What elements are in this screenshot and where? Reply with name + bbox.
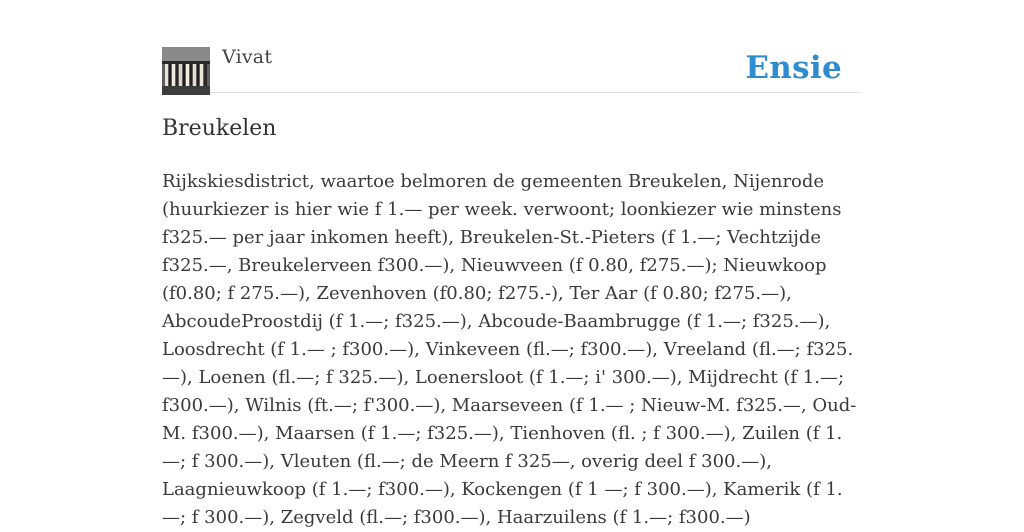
- header: [162, 0, 862, 93]
- brand-logo[interactable]: Ensie: [745, 50, 842, 86]
- bookshelf-avatar-icon[interactable]: [162, 47, 210, 95]
- page: [162, 0, 862, 528]
- article-title: Breukelen: [162, 116, 277, 141]
- author-name[interactable]: Vivat: [222, 46, 273, 68]
- article-body: Rijkskiesdistrict, waartoe belmoren de gemeenten Breukelen, Nijenrode (huurkiezer is hier wie f 1.— per week. verwoont; loonkiezer wie minstens f325.— per jaar inkomen heeft), Breukelen-St.-Pieters (f 1.—; Vechtzijde f325.—, Breukelerveen f300.—), Nieuwveen (f 0.80, f275.—); Nieuwkoop (f0.80; f 275.—), Zevenhoven (f0.80; f275.-), Ter Aar (f 0.80; f275.—), AbcoudeProostdij (f 1.—; f325.—), Abcoude-Baambrugge (f 1.—; f325.—), Loosdrecht (f 1.— ; f300.—), Vinkeveen (fl.—; f300.—), Vreeland (fl.—; f325.—), Loenen (fl.—; f 325.—), Loenersloot (f 1.—; i' 300.—), Mijdrecht (f 1.—; f300.—), Wilnis (ft.—; f'300.—), Maarseveen (f 1.— ; Nieuw-M. f325.—, Oud-M. f300.—), Maarsen (f 1.—; f325.—), Tienhoven (fl. ; f 300.—), Zuilen (f 1.—; f 300.—), Vleuten (fl.—; de Meern f 325—, overig deel f 300.—), Laagnieuwkoop (f 1.—; f300.—), Kockengen (f 1 —; f 300.—), Kamerik (f 1.—; f 300.—), Zegveld (fl.—; f300.—), Haarzuilens (f 1.—; f300.—): [162, 171, 857, 528]
